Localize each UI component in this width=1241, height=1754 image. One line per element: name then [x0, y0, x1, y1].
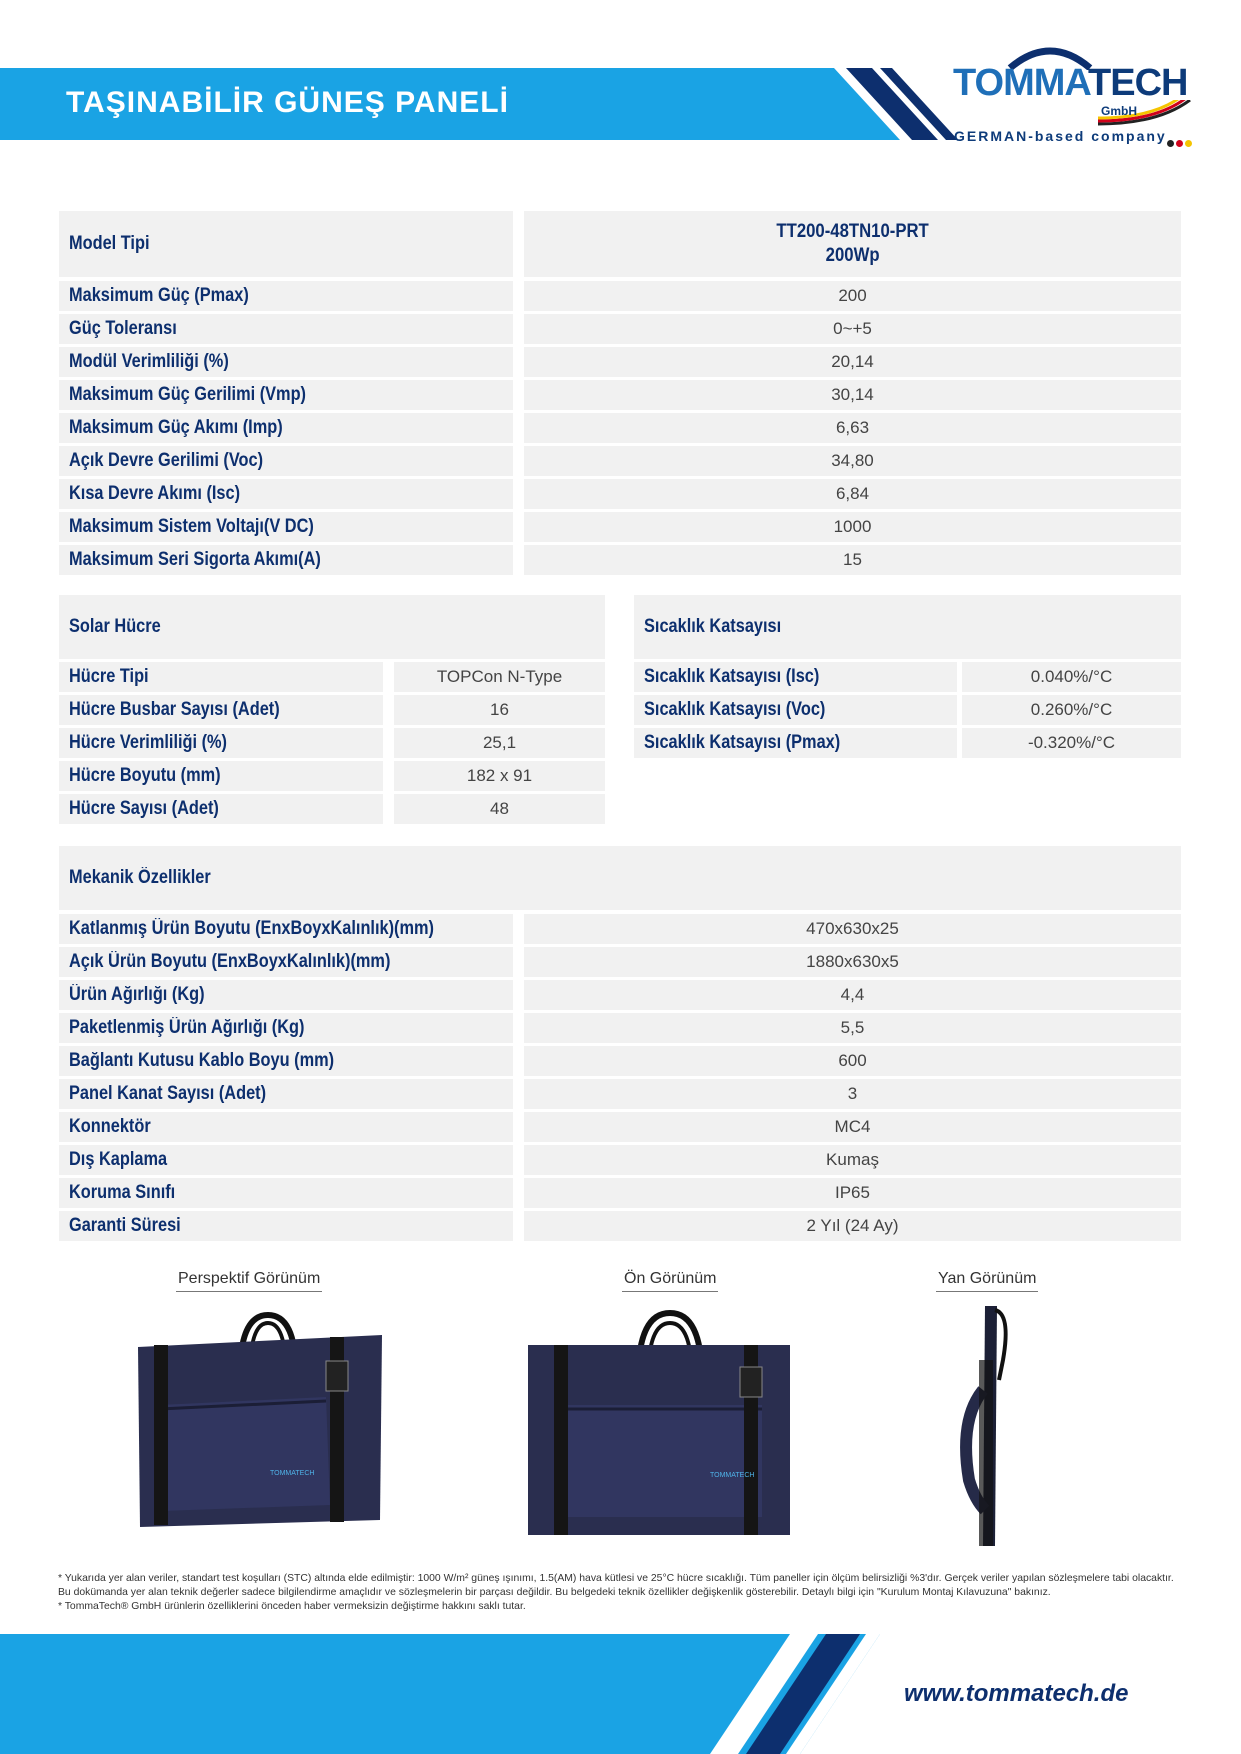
temperature-value: 0.040%/°C: [962, 662, 1181, 692]
logo-gmbh: GmbH: [1101, 104, 1137, 118]
mechanical-label: Açık Ürün Boyutu (EnxBoyxKalınlık)(mm): [59, 947, 513, 977]
temperature-value: 0.260%/°C: [962, 695, 1181, 725]
specs-value: 20,14: [524, 347, 1181, 377]
mechanical-label: Garanti Süresi: [59, 1211, 513, 1241]
solar_cell-label: Hücre Sayısı (Adet): [59, 794, 383, 824]
mechanical-value: 3: [524, 1079, 1181, 1109]
mechanical-value: Kumaş: [524, 1145, 1181, 1175]
temperature-label: Sıcaklık Katsayısı (Voc): [634, 695, 957, 725]
footer-note-1: * Yukarıda yer alan veriler, standart test koşulları (STC) altında elde edilmiştir: 1000 W/m² güneş ışınımı, 1.5(AM) hava kütlesi ve 25°C hücre sıcaklığı. Tüm paneller için ölçüm belirsizliği %3'dır. Gerçek veriler yapılan sözleşmelere tabi olacaktır. Bu dokümanda yer alan teknik değerler sadece bilgilendirme amaçlıdır ve sözleşmelerin bir parçası değildir. Bu belgedeki teknik özellikler değişkenlik gösterebilir. Detaylı bilgi için "Kurulum Montaj Kılavuzuna" bakınız.: [58, 1573, 1174, 1598]
logo: [953, 62, 1187, 105]
logo-dots: [1165, 134, 1192, 152]
mechanical-value: 470x630x25: [524, 914, 1181, 944]
perspective-view-caption: Perspektif Görünüm: [176, 1270, 322, 1292]
solar_cell-value: 16: [394, 695, 605, 725]
mechanical-value: 1880x630x5: [524, 947, 1181, 977]
perspective-bag-image: [130, 1305, 390, 1545]
mechanical-value: 5,5: [524, 1013, 1181, 1043]
specs-label: Kısa Devre Akımı (Isc): [59, 479, 513, 509]
logo-part1: TOMMA: [953, 62, 1089, 104]
bag-brand: TOMMATECH: [710, 1472, 755, 1479]
solar_cell-label: Hücre Boyutu (mm): [59, 761, 383, 791]
specs-value: 1000: [524, 512, 1181, 542]
mechanical-value: MC4: [524, 1112, 1181, 1142]
temperature-label: Sıcaklık Katsayısı (Isc): [634, 662, 957, 692]
mechanical-label: Koruma Sınıfı: [59, 1178, 513, 1208]
mechanical-label: Paketlenmiş Ürün Ağırlığı (Kg): [59, 1013, 513, 1043]
solar_cell-label: Hücre Verimliliği (%): [59, 728, 383, 758]
model-type-label: Model Tipi: [59, 211, 513, 277]
page-title: TAŞINABİLİR GÜNEŞ PANELİ: [66, 86, 509, 119]
specs-value: 15: [524, 545, 1181, 575]
mechanical-label: Konnektör: [59, 1112, 513, 1142]
specs-value: 200: [524, 281, 1181, 311]
solar_cell-value: 25,1: [394, 728, 605, 758]
solar_cell-value: 48: [394, 794, 605, 824]
specs-label: Maksimum Seri Sigorta Akımı(A): [59, 545, 513, 575]
solar_cell-label: Hücre Tipi: [59, 662, 383, 692]
website-link[interactable]: www.tommatech.de: [904, 1680, 1129, 1707]
footer-notes: [58, 1572, 1182, 1614]
side-bag-image: [955, 1300, 1025, 1550]
mechanical-label: Bağlantı Kutusu Kablo Boyu (mm): [59, 1046, 513, 1076]
mechanical-label: Panel Kanat Sayısı (Adet): [59, 1079, 513, 1109]
specs-label: Maksimum Sistem Voltajı(V DC): [59, 512, 513, 542]
specs-label: Modül Verimliliği (%): [59, 347, 513, 377]
bag-brand: TOMMATECH: [270, 1470, 315, 1477]
specs-label: Maksimum Güç Akımı (Imp): [59, 413, 513, 443]
specs-label: Maksimum Güç Gerilimi (Vmp): [59, 380, 513, 410]
mechanical-label: Ürün Ağırlığı (Kg): [59, 980, 513, 1010]
footer-note-2: * TommaTech® GmbH ürünlerin özelliklerini önceden haber vermeksizin değiştirme hakkını saklı tutar.: [58, 1601, 526, 1612]
temperature-value: -0.320%/°C: [962, 728, 1181, 758]
specs-value: 0~+5: [524, 314, 1181, 344]
mechanical-value: 600: [524, 1046, 1181, 1076]
specs-label: Açık Devre Gerilimi (Voc): [59, 446, 513, 476]
front-view-caption: Ön Görünüm: [622, 1270, 718, 1292]
specs-value: 34,80: [524, 446, 1181, 476]
mechanical-label: Dış Kaplama: [59, 1145, 513, 1175]
logo-tagline: GERMAN-based company: [954, 128, 1167, 144]
specs-value: 6,84: [524, 479, 1181, 509]
temperature-title: Sıcaklık Katsayısı: [634, 595, 1181, 659]
specs-value: 6,63: [524, 413, 1181, 443]
mechanical-value: 4,4: [524, 980, 1181, 1010]
solar_cell-value: 182 x 91: [394, 761, 605, 791]
mechanical-value: IP65: [524, 1178, 1181, 1208]
mechanical-label: Katlanmış Ürün Boyutu (EnxBoyxKalınlık)(mm): [59, 914, 513, 944]
mechanical-value: 2 Yıl (24 Ay): [524, 1211, 1181, 1241]
specs-label: Güç Toleransı: [59, 314, 513, 344]
side-view-caption: Yan Görünüm: [936, 1270, 1038, 1292]
solar_cell-value: TOPCon N-Type: [394, 662, 605, 692]
front-bag-image: [520, 1305, 800, 1545]
solar_cell-label: Hücre Busbar Sayısı (Adet): [59, 695, 383, 725]
specs-value: 30,14: [524, 380, 1181, 410]
specs-label: Maksimum Güç (Pmax): [59, 281, 513, 311]
mechanical-title: Mekanik Özellikler: [59, 846, 1181, 910]
solar-cell-title: Solar Hücre: [59, 595, 605, 659]
logo-part2: TECH: [1088, 62, 1188, 104]
model-type-value: TT200-48TN10-PRT 200Wp: [524, 211, 1181, 277]
temperature-label: Sıcaklık Katsayısı (Pmax): [634, 728, 957, 758]
